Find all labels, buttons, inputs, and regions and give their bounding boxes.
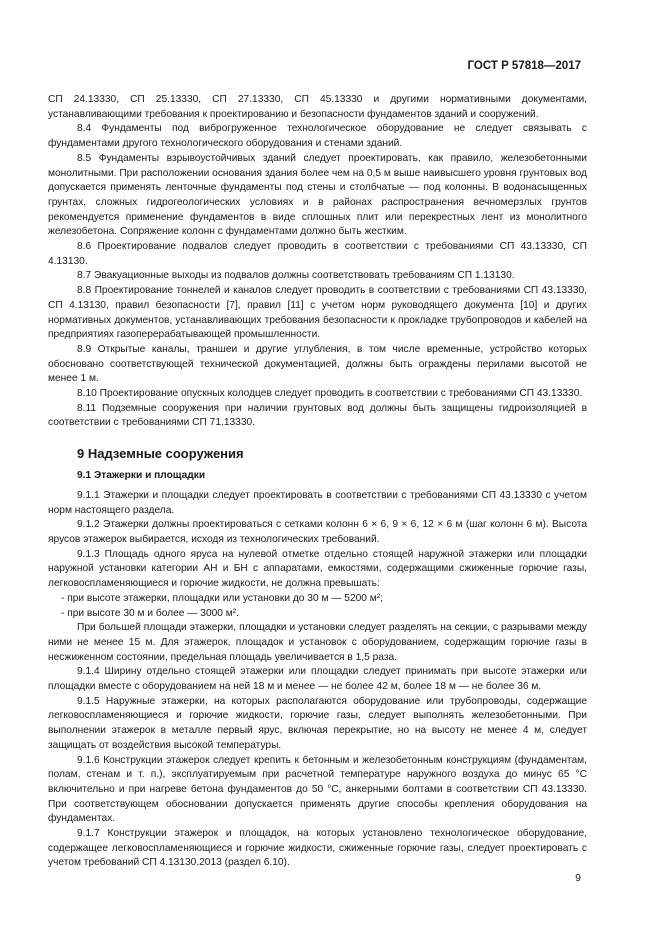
document-body — [48, 93, 587, 871]
clause-9-1-6: 9.1.6 Конструкции этажерок следует крепить к бетонным и железобетонным конструкциям (фундаментам, полам, стенам и т. п.), эксплуатируемым при расчетной температуре наружного воздуха до минус 65 °С включительно и при нагреве бетона фундаментов до 50 °С, анкерными болтами в соответствии СП 43.13330. При соответствующем обосновании допускается применять другие способы крепления оборудования на фундаментах. — [48, 754, 587, 825]
clause-8-5: 8.5 Фундаменты взрывоустойчивых зданий следует проектировать, как правило, железобетонными монолитными. При расположении основания здания более чем на 0,5 м выше наивысшего уровня грунтовых вод допускается применять ленточные фундаменты под стены и столбчатые — под колонны. В водонасыщенных грунтах, сложных гидрогеологических условиях и в районах распространения вечномерзлых грунтов рекомендуется применение фундаментов в виде сплошных плит или перекрестных лент из монолитного железобетона. Сопряжение колонн с фундаментами должно быть жестким. — [48, 152, 587, 238]
clause-9-1-5: 9.1.5 Наружные этажерки, на которых располагаются оборудование или трубопроводы, содержащие легковоспламеняющиеся и горючие жидкости, горючие газы, следует выполнять железобетонными. При выполнении этажерок в металле первый ярус, включая перекрытие, но на высоту не менее 4 м, следует защищать от воздействия высокой температуры. — [48, 695, 587, 751]
clause-9-1-7: 9.1.7 Конструкции этажерок и площадок, на которых установлено технологическое оборудование, содержащее легковоспламеняющиеся и горючие жидкости, сжиженные горючие газы, следует проектировать с учетом требований СП 4.13130.2013 (раздел 6.10). — [48, 828, 587, 869]
list-item: - при высоте этажерки, площадки или установки до 30 м — 5200 м²; — [61, 592, 384, 604]
clause-8-4: 8.4 Фундаменты под виброгруженное технологическое оборудование не следует связывать с фундаментами другого технологического оборудования и стенами зданий. — [48, 123, 587, 150]
list-item: - при высоте 30 м и более — 3000 м². — [61, 607, 239, 619]
document-id-header: ГОСТ Р 57818—2017 — [467, 60, 581, 72]
section-heading: 9 Надземные сооружения — [77, 446, 244, 462]
clause-8-6: 8.6 Проектирование подвалов следует проводить в соответствии с требованиями СП 43.13330, СП 4.13130. — [48, 241, 587, 267]
clause-9-1-3-continuation: При большей площади этажерки, площадки и установки следует разделять на секции, с разрывами между ними не менее 15 м. Для этажерок, площадок и установок с оборудованием, содержащим горючие газы в несжиженном состоянии, предельная площадь увеличивается в 1,5 раза. — [48, 622, 587, 663]
clause-9-1-3: 9.1.3 Площадь одного яруса на нулевой отметке отдельно стоящей наружной этажерки или площадки наружной установки категории АН и БН с аппаратами, емкостями, содержащими сжиженные горючие газы, легковоспламеняющиеся и горючие жидкости, не должна превышать: — [48, 548, 587, 590]
clause-8-10: 8.10 Проектирование опускных колодцев следует проводить в соответствии с требованиями СП 43.13330. — [77, 388, 583, 400]
paragraph-continuation: СП 24.13330, СП 25.13330, СП 27.13330, СП 45.13330 и другими нормативными документами, устанавливающими требования к проектированию и безопасности фундаментов зданий и сооружений. — [48, 94, 587, 120]
clause-9-1-4: 9.1.4 Ширину отдельно стоящей этажерки или площадки следует принимать при высоте этажерки или площадки вместе с оборудованием на ней 18 м и менее — не более 42 м, более 18 м — не более 36 м. — [48, 666, 587, 693]
clause-8-7: 8.7 Эвакуационные выходы из подвалов должны соответствовать требованиям СП 1.13130. — [77, 270, 515, 282]
clause-9-1-1: 9.1.1 Этажерки и площадки следует проектировать в соответствии с требованиями СП 43.13330 с учетом норм настоящего раздела. — [48, 489, 587, 516]
clause-9-1-2: 9.1.2 Этажерки должны проектироваться с сетками колонн 6 × 6, 9 × 6, 12 × 6 м (шаг колонн 6 м). Высота ярусов этажерок выбирается, исходя из технологических требований. — [48, 519, 587, 545]
clause-8-8: 8.8 Проектирование тоннелей и каналов следует проводить в соответствии с требованиями СП 43.13330, СП 4.13130, правил безопасности [7], правил [11] с учетом норм руководящего документа [10] и других нормативных документов, устанавливающих требования безопасности к прокладке трубопроводов и кабелей на предприятиях газоперерабатывающей промышленности. — [48, 285, 587, 341]
clause-8-9: 8.9 Открытые каналы, траншеи и другие углубления, в том числе временные, устройство которых обосновано соответствующей технической документацией, должны быть ограждены перилами высотой не менее 1 м. — [48, 343, 587, 385]
subsection-heading: 9.1 Этажерки и площадки — [77, 470, 206, 482]
page-number: 9 — [575, 872, 581, 884]
clause-8-11: 8.11 Подземные сооружения при наличии грунтовых вод должны быть защищены гидроизоляцией в соответствии с требованиями СП 71.13330. — [48, 402, 587, 429]
